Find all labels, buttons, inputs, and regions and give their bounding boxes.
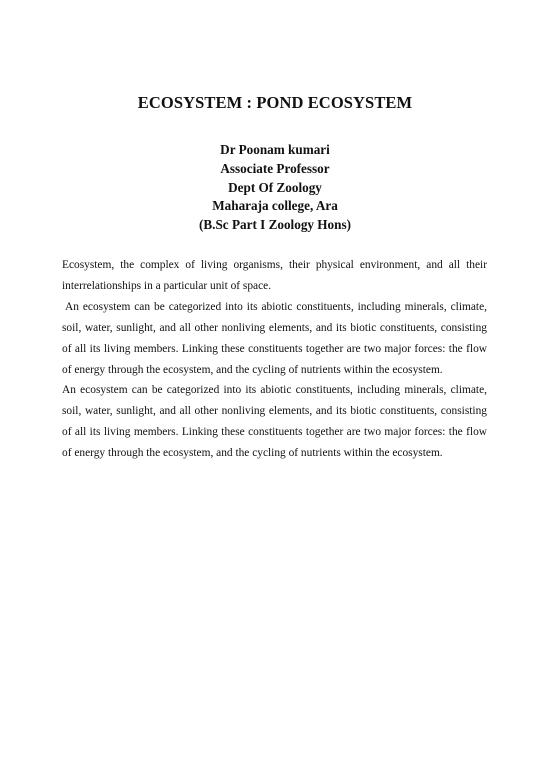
document-title: ECOSYSTEM : POND ECOSYSTEM [137,93,413,112]
author-position: Associate Professor [220,160,330,176]
author-name: Dr Poonam kumari [220,142,330,157]
course-info: (B.Sc Part I Zoology Hons) [198,217,352,233]
author-department: Dept Of Zoology [228,179,322,195]
paragraph-definition: Ecosystem, the complex of living organisms, their physical environment, and all their interrelationships in a particular unit of space. [62,259,487,292]
author-institution: Maharaja college, Ara [212,198,338,214]
paragraph-constituents: An ecosystem can be categorized into its abiotic constituents, including minerals, climate, soil, water, sunlight, and all other nonliving elements, and its biotic constituents, consisting of all its living members. Linking these constituents together are two major forces: the flow of energy through the ecosystem, and the cycling of nutrients within the ecosystem. [62,300,487,376]
document-body [62,255,487,464]
paragraph-constituents-repeat: An ecosystem can be categorized into its abiotic constituents, including minerals, climate, soil, water, sunlight, and all other nonliving elements, and its biotic constituents, consisting of all its living members. Linking these constituents together are two major forces: the flow of energy through the ecosystem, and the cycling of nutrients within the ecosystem. [62,384,487,460]
author-block [0,141,550,235]
